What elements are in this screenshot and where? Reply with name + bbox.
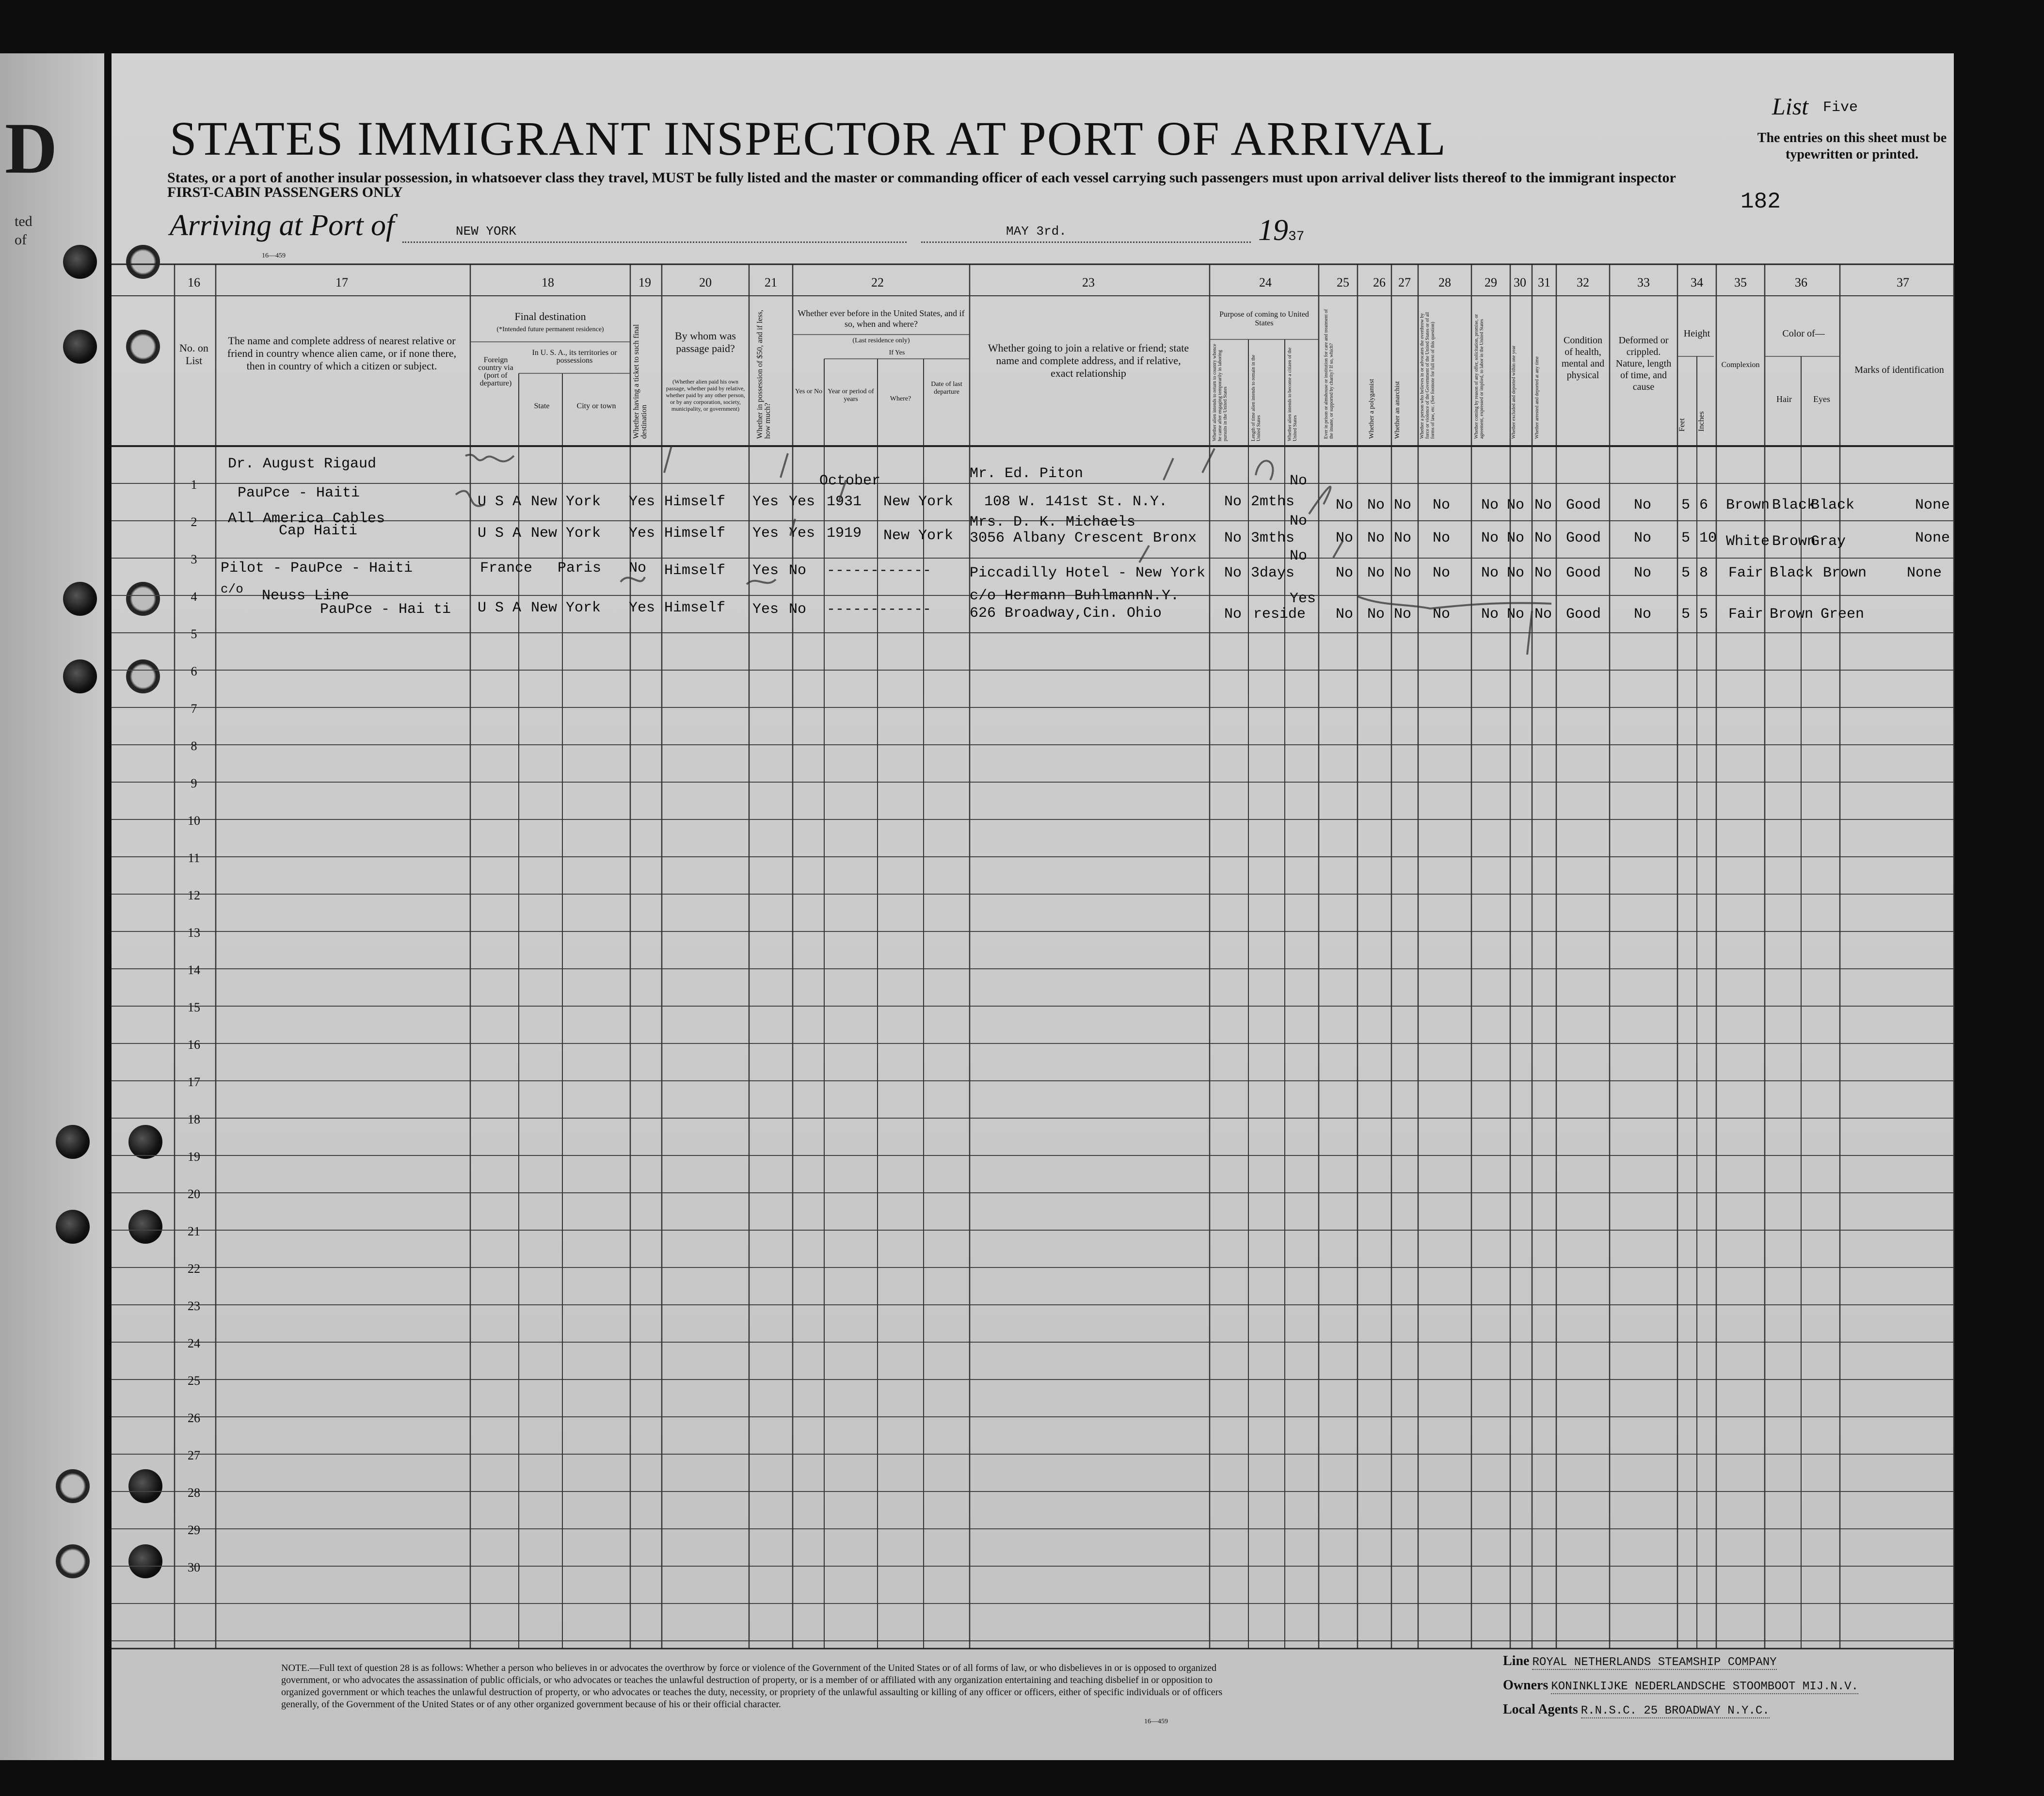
join-address: 108 W. 141st St. N.Y. xyxy=(984,494,1168,510)
footnote: NOTE.—Full text of question 28 is as follows: Whether a person who believes in or advocates the overthrow by force or violence of the Government of the United States or of all forms of law, or who disbelieves in or is opposed to organized government, or who advocates the assassination of public officials, or who advocates or teaches the unlawful destruction of property, or is a member of or affiliated with any organization entertaining and teaching disbelief in or opposition to organized government or which teaches the unlawful destruction of property, or who advocates or teaches the duty, necessity, or propriety of the unlawful assaulting or killing of any officer or officers, either of specific individuals or of officers generally, of the Government of the United States or of any other organized government because of his or their official character. xyxy=(281,1663,1223,1710)
passage-paid: Himself xyxy=(664,600,726,616)
row-number: 16 xyxy=(188,1038,200,1052)
height-feet: 5 xyxy=(1681,565,1691,581)
footer-line-value: ROYAL NETHERLANDS STEAMSHIP COMPANY xyxy=(1532,1656,1777,1669)
footer-agents-label: Local Agents xyxy=(1503,1702,1578,1717)
join-name: Piccadilly Hotel - New York xyxy=(970,565,1206,581)
health: Good xyxy=(1566,606,1601,623)
q31: No xyxy=(1534,565,1552,581)
fifty-dollars: Yes xyxy=(752,525,779,542)
row-number: 23 xyxy=(188,1299,200,1313)
marks: None xyxy=(1915,497,1950,513)
citizen: No xyxy=(1290,513,1308,529)
col-header-state: State xyxy=(534,402,550,410)
row-number: 30 xyxy=(188,1560,200,1574)
column-number: 20 xyxy=(699,275,712,289)
before-dashes: ------------ xyxy=(827,562,932,579)
column-number: 31 xyxy=(1538,275,1550,289)
date-value: MAY 3rd. xyxy=(1006,224,1067,239)
passage-paid: Himself xyxy=(664,525,726,542)
ticket: Yes xyxy=(629,494,655,510)
row-number: 18 xyxy=(188,1112,200,1126)
length: reside xyxy=(1253,606,1306,623)
column-number: 36 xyxy=(1795,275,1807,289)
row-number: 22 xyxy=(188,1262,200,1276)
deformed: No xyxy=(1634,565,1652,581)
row-number: 9 xyxy=(191,776,197,790)
row-number: 27 xyxy=(188,1448,200,1462)
q31: No xyxy=(1534,497,1552,513)
complexion: Brown xyxy=(1726,497,1770,513)
footer-owners xyxy=(1503,1678,1858,1693)
row-number: 1 xyxy=(191,478,197,492)
row-number: 17 xyxy=(188,1075,200,1089)
return: No xyxy=(1224,494,1242,510)
q28: No xyxy=(1433,497,1451,513)
col-header-purpose: Purpose of coming to United States xyxy=(1219,310,1309,327)
row-number: 3 xyxy=(191,552,197,566)
col-header-no: No. on List xyxy=(179,342,208,367)
column-number: 24 xyxy=(1259,275,1272,289)
stub-letter: D xyxy=(5,108,58,189)
polygamist: No xyxy=(1367,565,1385,581)
before-yesno: No xyxy=(789,562,807,579)
footer-line-label: Line xyxy=(1503,1653,1530,1668)
relative-name: All America Cables xyxy=(228,511,385,527)
column-number: 33 xyxy=(1637,275,1650,289)
deformed: No xyxy=(1634,606,1652,623)
list-value: Five xyxy=(1823,99,1858,116)
footer-owners-value: KONINKLIJKE NEDERLANDSCHE STOOMBOOT MIJ.N.V. xyxy=(1551,1680,1859,1693)
column-number: 26 xyxy=(1373,275,1386,289)
hair: Black xyxy=(1770,565,1814,581)
col-header-paid-note: (Whether alien paid his own passage, whether paid by relative, whether paid by any other person, or by any corporation, society, municipality, or government) xyxy=(666,378,745,412)
passage-paid: Himself xyxy=(664,494,726,510)
row-number: 7 xyxy=(191,702,197,716)
before-yesno: No xyxy=(789,601,807,618)
q30: No xyxy=(1507,497,1525,513)
before-year: 1931 xyxy=(827,494,862,510)
col-header-before-note: (Last residence only) xyxy=(852,337,910,344)
length: 3days xyxy=(1251,565,1295,581)
ticket: Yes xyxy=(629,600,655,616)
column-number: 29 xyxy=(1485,275,1497,289)
footer-owners-label: Owners xyxy=(1503,1678,1549,1693)
q29: No xyxy=(1481,530,1499,546)
col-header-where: Where? xyxy=(890,395,911,402)
polygamist: No xyxy=(1367,606,1385,623)
col-header-complexion: Complexion xyxy=(1721,361,1760,369)
before-where: New York xyxy=(883,528,954,544)
column-number: 28 xyxy=(1438,275,1451,289)
relative-address: PauPce - Hai ti xyxy=(320,601,451,618)
col-header-hair: Hair xyxy=(1776,394,1792,404)
citizen: No xyxy=(1290,548,1308,564)
q30: No xyxy=(1507,606,1525,623)
relative-name: Neuss Line xyxy=(262,588,350,604)
column-number: 30 xyxy=(1514,275,1526,289)
footer-agents-value: R.N.S.C. 25 BROADWAY N.Y.C. xyxy=(1581,1704,1770,1717)
row-number: 24 xyxy=(188,1336,200,1350)
column-number: 19 xyxy=(639,275,651,289)
column-number: 22 xyxy=(871,275,884,289)
column-number: 27 xyxy=(1398,275,1411,289)
col-header-foreign: Foreign country via (port of departure) xyxy=(478,356,513,387)
col-header-yesno: Yes or No xyxy=(795,388,823,395)
col-header-fifty: Whether in possession of $50, and if less, how much? xyxy=(756,309,772,439)
page-title: STATES IMMIGRANT INSPECTOR AT PORT OF ARRIVAL xyxy=(170,112,1447,165)
entries-note: The entries on this sheet must be typewritten or printed. xyxy=(1757,130,1947,162)
col-header-citizen: Whether alien intends to become a citizen of the United States xyxy=(1287,347,1298,441)
row-number: 15 xyxy=(188,1000,200,1014)
col-header-city: City or town xyxy=(576,402,616,410)
anarchist: No xyxy=(1394,497,1412,513)
col-header-usa: In U. S. A., its territories or possessions xyxy=(532,349,617,365)
join-name: Mrs. D. K. Michaels xyxy=(970,514,1136,530)
anarchist: No xyxy=(1394,530,1412,546)
hair: Brown xyxy=(1770,606,1814,623)
col-header-deformed: Deformed or crippled. Nature, length of time, and cause xyxy=(1615,335,1672,392)
col-header-q28: Whether a person who believes in or advocates the overthrow by force or violence of the Government of the United States or of all forms of law, etc. (See footnote for full text of this question) xyxy=(1420,312,1436,439)
marks: None xyxy=(1915,530,1950,546)
row-number: 8 xyxy=(191,739,197,753)
join-address: 626 Broadway,Cin. Ohio xyxy=(970,605,1162,622)
eyes: Gray xyxy=(1811,533,1846,550)
hair: Brown xyxy=(1772,533,1816,550)
hair: Black xyxy=(1772,497,1816,513)
col-header-health: Condition of health, mental and physical xyxy=(1561,335,1605,381)
complexion: Fair xyxy=(1728,606,1764,623)
column-number: 37 xyxy=(1897,275,1909,289)
foreign-country: U S A xyxy=(478,494,522,510)
row-number: 20 xyxy=(188,1187,200,1201)
form-number: 16—459 xyxy=(262,252,286,259)
fifty-dollars: Yes xyxy=(752,601,779,618)
year-prefix: 19 xyxy=(1258,214,1288,247)
health: Good xyxy=(1566,497,1601,513)
ticket: No xyxy=(629,560,647,577)
eyes: Black xyxy=(1811,497,1855,513)
complexion: White xyxy=(1726,533,1770,550)
relative-co: c/o xyxy=(221,582,243,596)
height-feet: 5 xyxy=(1681,606,1691,623)
col-header-q31: Whether arrested and deported at any time xyxy=(1534,356,1540,439)
q28: No xyxy=(1433,565,1451,581)
col-header-year: Year or period of years xyxy=(828,388,874,403)
footer-form-number: 16—459 xyxy=(1144,1718,1168,1725)
row-number: 10 xyxy=(188,814,200,828)
q30: No xyxy=(1507,530,1525,546)
column-number: 32 xyxy=(1577,275,1589,289)
prison: No xyxy=(1336,530,1354,546)
relative-address: Cap Haiti xyxy=(279,523,358,539)
fifty-dollars: Yes xyxy=(752,562,779,579)
col-header-length: Length of time alien intends to remain in the United States xyxy=(1251,354,1262,441)
complexion: Fair xyxy=(1728,565,1764,581)
q30: No xyxy=(1507,565,1525,581)
row-number: 19 xyxy=(188,1150,200,1164)
col-header-join: Whether going to join a relative or friend; state name and complete address, and if relative, exact relationship xyxy=(988,342,1189,379)
join-name: c/o Hermann BuhlmannN.Y. xyxy=(970,588,1180,604)
length: 2mths xyxy=(1251,494,1295,510)
col-header-eyes: Eyes xyxy=(1813,394,1830,404)
col-header-q30: Whether excluded and deported within one year xyxy=(1511,345,1517,439)
arriving-label: Arriving at Port of xyxy=(170,209,395,242)
row-number: 28 xyxy=(188,1486,200,1500)
footer-line xyxy=(1503,1653,1777,1669)
city: Paris xyxy=(558,560,602,577)
col-header-destination: Final destination xyxy=(514,310,586,322)
col-header-q29: Whether coming by reason of any offer, solicitation, promise, or agreement, expressed or implied, to labor in the United States xyxy=(1474,314,1485,439)
q31: No xyxy=(1534,606,1552,623)
before-dashes: ------------ xyxy=(827,601,932,618)
year-suffix: 37 xyxy=(1288,229,1305,244)
relative-name: Pilot - PauPce - Haiti xyxy=(221,560,413,577)
col-header-marks: Marks of identification xyxy=(1854,365,1944,375)
row-number: 25 xyxy=(188,1374,200,1388)
before-yesno: Yes xyxy=(789,525,815,542)
q29: No xyxy=(1481,565,1499,581)
marks: None xyxy=(1907,565,1942,581)
col-header-color: Color of— xyxy=(1782,328,1825,339)
polygamist: No xyxy=(1367,530,1385,546)
length: 3mths xyxy=(1251,530,1295,546)
return: No xyxy=(1224,606,1242,623)
prison: No xyxy=(1336,565,1354,581)
stub-fragment: ted xyxy=(15,213,32,229)
port-value: NEW YORK xyxy=(456,224,516,239)
ticket: Yes xyxy=(629,525,655,542)
before-where: New York xyxy=(883,494,954,510)
col-header-ifyes: If Yes xyxy=(889,349,905,356)
column-number: 17 xyxy=(335,275,348,289)
row-number: 14 xyxy=(188,963,200,977)
height-feet: 5 xyxy=(1681,530,1691,546)
row-number: 13 xyxy=(188,926,200,940)
height-inches: 5 xyxy=(1699,606,1709,623)
col-header-anarchist: Whether an anarchist xyxy=(1394,381,1401,439)
col-header-return: Whether alien intends to return to country whence he came after engaging temporarily in laboring pursuits in the United States xyxy=(1212,344,1228,441)
column-number: 23 xyxy=(1082,275,1095,289)
subtitle-line: FIRST-CABIN PASSENGERS ONLY xyxy=(167,184,403,200)
row-number: 5 xyxy=(191,627,197,641)
column-number: 21 xyxy=(765,275,777,289)
col-header-relative: The name and complete address of nearest relative or friend in country whence alien came, or if none there, then in country of which a citizen or subject. xyxy=(227,335,457,372)
row-number: 6 xyxy=(191,664,197,678)
health: Good xyxy=(1566,565,1601,581)
prison: No xyxy=(1336,497,1354,513)
col-header-before: Whether ever before in the United States, and if so, when and where? xyxy=(798,308,965,329)
col-header-ticket: Whether having a ticket to such final destination xyxy=(632,324,648,439)
city: New York xyxy=(531,600,601,616)
polygamist: No xyxy=(1367,497,1385,513)
col-header-destination-note: (*Intended future permanent residence) xyxy=(496,326,604,333)
relative-name: Dr. August Rigaud xyxy=(228,456,377,472)
col-header-inches: Inches xyxy=(1697,411,1706,432)
deformed: No xyxy=(1634,497,1652,513)
q31: No xyxy=(1534,530,1552,546)
passage-paid: Himself xyxy=(664,562,726,579)
sheet-number: 182 xyxy=(1741,189,1781,214)
height-inches: 8 xyxy=(1699,565,1709,581)
city: New York xyxy=(531,494,601,510)
before-year: 1919 xyxy=(827,525,862,542)
citizen: Yes xyxy=(1290,591,1316,607)
column-number: 18 xyxy=(542,275,554,289)
join-address: 3056 Albany Crescent Bronx xyxy=(970,530,1197,546)
row-number: 11 xyxy=(188,851,200,865)
city: New York xyxy=(531,525,601,542)
row-number: 12 xyxy=(188,888,200,902)
col-header-prison: Ever in prison or almshouse or institution for care and treatment of the insane, or supported by charity? If so, which? xyxy=(1324,309,1334,439)
return: No xyxy=(1224,530,1242,546)
q28: No xyxy=(1433,530,1451,546)
foreign-country: France xyxy=(480,560,533,577)
column-number: 25 xyxy=(1337,275,1349,289)
before-month: October xyxy=(819,473,881,489)
citizen: No xyxy=(1290,473,1308,489)
subtitle-line: States, or a port of another insular possession, in whatsoever class they travel, MUST be fully listed and the master or commanding officer of each vessel carrying such passengers must upon arrival deliver lists thereof to the immigrant inspector xyxy=(167,170,1676,186)
deformed: No xyxy=(1634,530,1652,546)
column-number: 34 xyxy=(1691,275,1703,289)
prison: No xyxy=(1336,606,1354,623)
stub-fragment: of xyxy=(15,232,27,248)
join-name: Mr. Ed. Piton xyxy=(970,465,1084,482)
eyes: Green xyxy=(1820,606,1865,623)
height-feet: 5 xyxy=(1681,497,1691,513)
col-header-height: Height xyxy=(1683,328,1710,339)
fifty-dollars: Yes xyxy=(752,494,779,510)
relative-address: PauPce - Haiti xyxy=(238,485,360,501)
list-label: List xyxy=(1772,93,1809,120)
q29: No xyxy=(1481,606,1499,623)
footer-agents xyxy=(1503,1702,1770,1717)
anarchist: No xyxy=(1394,606,1412,623)
col-header-polygamist: Whether a polygamist xyxy=(1368,379,1375,439)
column-number: 35 xyxy=(1734,275,1747,289)
col-header-paid: By whom was passage paid? xyxy=(675,330,736,354)
height-inches: 6 xyxy=(1699,497,1709,513)
q29: No xyxy=(1481,497,1499,513)
col-header-feet: Feet xyxy=(1678,418,1686,432)
row-number: 26 xyxy=(188,1411,200,1425)
foreign-country: U S A xyxy=(478,600,522,616)
q28: No xyxy=(1433,606,1451,623)
column-number: 16 xyxy=(188,275,200,289)
row-number: 21 xyxy=(188,1224,200,1238)
eyes: Brown xyxy=(1823,565,1867,581)
row-number: 4 xyxy=(191,590,197,604)
health: Good xyxy=(1566,530,1601,546)
height-inches: 10 xyxy=(1699,530,1717,546)
before-yesno: Yes xyxy=(789,494,815,510)
row-number: 2 xyxy=(191,515,197,529)
anarchist: No xyxy=(1394,565,1412,581)
return: No xyxy=(1224,565,1242,581)
row-number: 29 xyxy=(188,1523,200,1537)
foreign-country: U S A xyxy=(478,525,522,542)
col-header-departure: Date of last departure xyxy=(931,381,962,396)
